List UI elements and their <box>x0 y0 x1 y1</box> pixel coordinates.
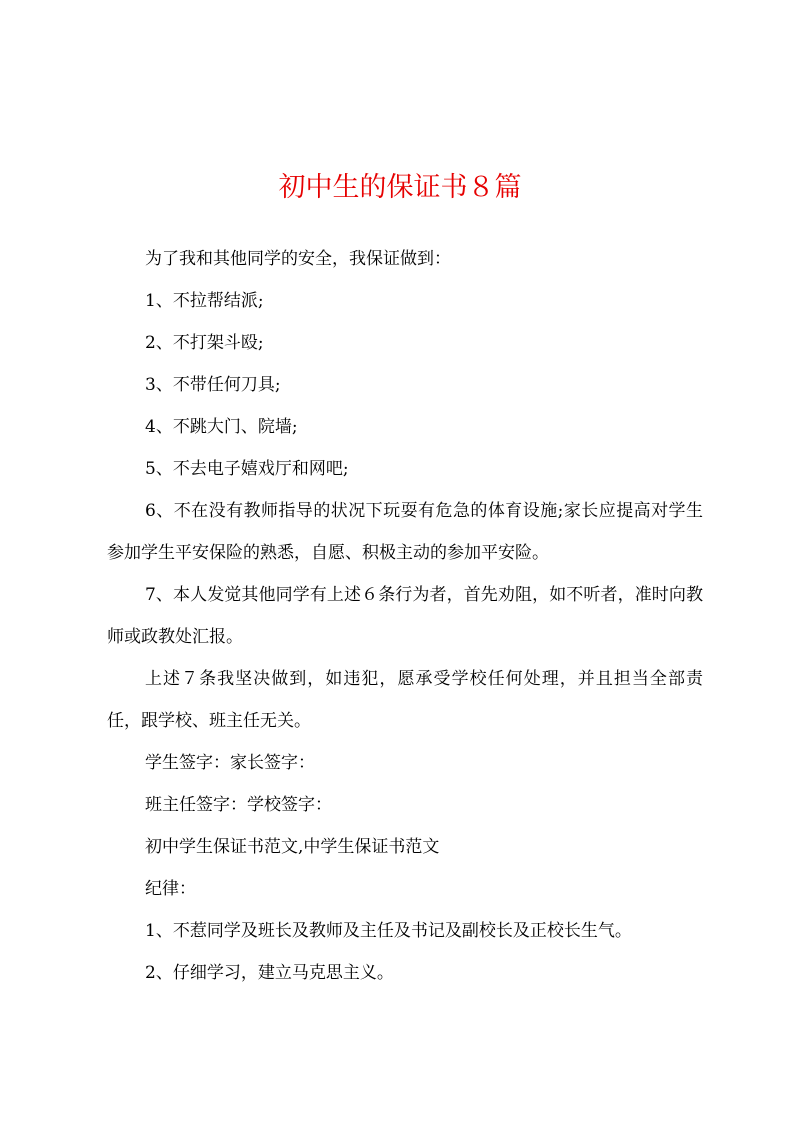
document-body <box>107 238 703 994</box>
parent-signature-label: 家长签字： <box>230 753 315 773</box>
rule-item-3: 3、不带任何刀具; <box>145 375 281 395</box>
rule-item-1: 1、不拉帮结派; <box>145 291 264 311</box>
commitment-paragraph: 上述７条我坚决做到，如违犯，愿承受学校任何处理，并且担当全部责任，跟学校、班主任无关。 <box>107 669 703 731</box>
document-title: 初中生的保证书８篇 <box>278 172 522 203</box>
intro-paragraph: 为了我和其他同学的安全，我保证做到： <box>145 249 451 269</box>
school-signature-label: 学校签字： <box>247 795 332 815</box>
head-teacher-signature-label: 班主任签字： <box>145 795 247 815</box>
rule-item-6: 6、不在没有教师指导的状况下玩耍有危急的体育设施;家长应提高对学生参加学生平安保险的熟悉，自愿、积极主动的参加平安险。 <box>107 501 703 563</box>
rule-item-4: 4、不跳大门、院墙; <box>145 417 298 437</box>
discipline-item-1: 1、不惹同学及班长及教师及主任及书记及副校长及正校长生气。 <box>145 921 632 941</box>
signature-line-2 <box>107 784 703 826</box>
rule-item-2: 2、不打架斗殴; <box>145 333 264 353</box>
rule-item-7: 7、本人发觉其他同学有上述６条行为者，首先劝阻，如不听者，准时向教师或政教处汇报。 <box>107 585 703 647</box>
student-signature-label: 学生签字： <box>145 753 230 773</box>
rule-item-5: 5、不去电子嬉戏厅和网吧; <box>145 459 349 479</box>
discipline-heading: 纪律： <box>145 879 196 899</box>
signature-line-1 <box>107 742 703 784</box>
discipline-item-2: 2、仔细学习，建立马克思主义。 <box>145 963 394 983</box>
section-heading: 初中学生保证书范文,中学生保证书范文 <box>145 837 440 857</box>
